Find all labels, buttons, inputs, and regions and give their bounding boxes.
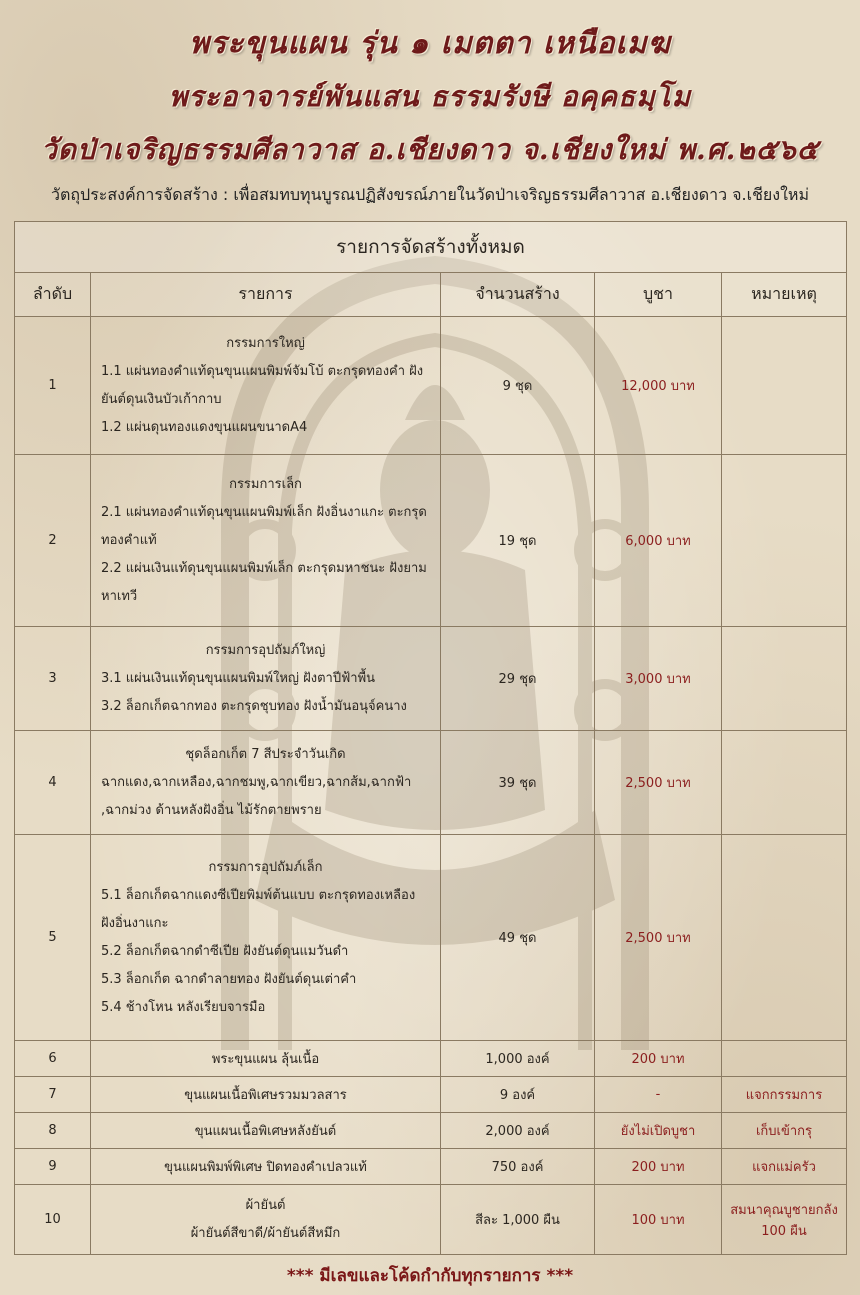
item-line: 5.1 ล็อกเก็ตฉากแดงซีเปียพิมพ์ต้นแบบ ตะกรุดทองเหลือง ฝังอิ่นงาแกะ	[101, 887, 416, 931]
row-number: 4	[15, 731, 91, 835]
row-price: 200 บาท	[595, 1041, 722, 1077]
item-line: ฉากแดง,ฉากเหลือง,ฉากชมพู,ฉากเขียว,ฉากส้ม,ฉากฟ้า ,ฉากม่วง ด้านหลังฝังอิ่น ไม้รักตายพราย	[101, 774, 412, 818]
item-line: 3.2 ล็อกเก็ตฉากทอง ตะกรุดชุบทอง ฝังน้ำมันอนุจ์คนาง	[101, 698, 407, 714]
row-note	[722, 835, 847, 1041]
table-row	[15, 835, 847, 1041]
row-note	[722, 317, 847, 455]
row-number: 6	[15, 1041, 91, 1077]
row-items: ขุนแผนพิมพ์พิเศษ ปิดทองคำเปลวแท้	[91, 1149, 441, 1185]
row-number: 1	[15, 317, 91, 455]
title-line-1: พระขุนแผน รุ่น ๑ เมตตา เหนือเมฆ	[189, 26, 671, 61]
row-price: -	[595, 1077, 722, 1113]
column-header-no: ลำดับ	[15, 273, 91, 317]
row-note: แจกแม่ครัว	[722, 1149, 847, 1185]
row-items	[91, 1185, 441, 1255]
row-items	[91, 835, 441, 1041]
row-price: 200 บาท	[595, 1149, 722, 1185]
row-price: 100 บาท	[595, 1185, 722, 1255]
row-price: 12,000 บาท	[595, 317, 722, 455]
item-line: 1.1 แผ่นทองคำแท้ดุนขุนแผนพิมพ์จัมโบ้ ตะกรุดทองคำ ฝังยันต์ดุนเงินบัวเก้ากาบ	[101, 363, 424, 407]
item-group: ชุดล็อกเก็ต 7 สีประจำวันเกิด	[185, 746, 346, 762]
row-number: 2	[15, 455, 91, 627]
purpose-text: วัตถุประสงค์การจัดสร้าง : เพื่อสมทบทุนบูรณปฏิสังขรณ์ภายในวัดป่าเจริญธรรมศีลาวาส อ.เชียงดาว จ.เชียงใหม่	[50, 185, 810, 204]
item-line: 2.1 แผ่นทองคำแท้ดุนขุนแผนพิมพ์เล็ก ฝังอิ่นงาแกะ ตะกรุดทองคำแท้	[101, 504, 427, 548]
row-items: ขุนแผนเนื้อพิเศษหลังยันต์	[91, 1113, 441, 1149]
item-line: 5.2 ล็อกเก็ตฉากดำซีเปีย ฝังยันต์ดุนแมวันดำ	[101, 943, 349, 959]
item-line: 1.2 แผ่นดุนทองแดงขุนแผนขนาดA4	[101, 419, 308, 435]
row-note: เก็บเข้ากรุ	[722, 1113, 847, 1149]
row-note	[722, 1041, 847, 1077]
item-group: กรรมการเล็ก	[229, 476, 302, 492]
row-items	[91, 731, 441, 835]
footer-note: *** มีเลขและโค้ดกำกับทุกรายการ ***	[286, 1266, 574, 1286]
row-number: 8	[15, 1113, 91, 1149]
row-items	[91, 455, 441, 627]
row-number: 9	[15, 1149, 91, 1185]
row-number: 10	[15, 1185, 91, 1255]
production-table	[14, 221, 847, 1255]
row-items	[91, 317, 441, 455]
table-row	[15, 317, 847, 455]
row-items: พระขุนแผน ลุ้นเนื้อ	[91, 1041, 441, 1077]
row-quantity: 2,000 องค์	[441, 1113, 595, 1149]
item-line: 3.1 แผ่นเงินแท้ดุนขุนแผนพิมพ์ใหญ่ ฝังตาปีฟ้าพื้น	[101, 670, 376, 686]
item-group: กรรมการใหญ่	[226, 335, 305, 351]
row-note	[722, 455, 847, 627]
row-quantity: 9 องค์	[441, 1077, 595, 1113]
item-group: ผ้ายันต์	[245, 1197, 286, 1213]
row-quantity: 39 ชุด	[441, 731, 595, 835]
column-header-qty: จำนวนสร้าง	[441, 273, 595, 317]
row-quantity: 9 ชุด	[441, 317, 595, 455]
row-number: 3	[15, 627, 91, 731]
row-note: แจกกรรมการ	[722, 1077, 847, 1113]
table-row	[15, 1077, 847, 1113]
row-number: 7	[15, 1077, 91, 1113]
row-quantity: 49 ชุด	[441, 835, 595, 1041]
row-note	[722, 731, 847, 835]
item-group: กรรมการอุปถัมภ์เล็ก	[208, 859, 323, 875]
table-row	[15, 1113, 847, 1149]
table-row	[15, 627, 847, 731]
row-price: 2,500 บาท	[595, 835, 722, 1041]
row-note: สมนาคุณบูชายกลัง 100 ผืน	[722, 1185, 847, 1255]
table-caption: รายการจัดสร้างทั้งหมด	[15, 222, 847, 273]
row-price: 2,500 บาท	[595, 731, 722, 835]
column-header-price: บูชา	[595, 273, 722, 317]
row-price: ยังไม่เปิดบูชา	[595, 1113, 722, 1149]
column-header-item: รายการ	[91, 273, 441, 317]
row-price: 6,000 บาท	[595, 455, 722, 627]
row-quantity: 750 องค์	[441, 1149, 595, 1185]
row-items: ขุนแผนเนื้อพิเศษรวมมวลสาร	[91, 1077, 441, 1113]
item-line: 2.2 แผ่นเงินแท้ดุนขุนแผนพิมพ์เล็ก ตะกรุดมหาชนะ ฝังยามหาเทวี	[101, 560, 427, 604]
row-number: 5	[15, 835, 91, 1041]
row-quantity: 19 ชุด	[441, 455, 595, 627]
row-items	[91, 627, 441, 731]
column-header-note: หมายเหตุ	[722, 273, 847, 317]
row-note	[722, 627, 847, 731]
table-row	[15, 1041, 847, 1077]
row-quantity: สีละ 1,000 ผืน	[441, 1185, 595, 1255]
item-line: 5.3 ล็อกเก็ต ฉากดำลายทอง ฝังยันต์ดุนเต่าคำ	[101, 971, 357, 987]
table-row	[15, 731, 847, 835]
row-quantity: 1,000 องค์	[441, 1041, 595, 1077]
table-row	[15, 455, 847, 627]
row-quantity: 29 ชุด	[441, 627, 595, 731]
item-line: 5.4 ช้างโหน หลังเรียบจารมือ	[101, 999, 266, 1015]
item-group: กรรมการอุปถัมภ์ใหญ่	[205, 642, 326, 658]
title-line-3: วัดป่าเจริญธรรมศีลาวาส อ.เชียงดาว จ.เชียงใหม่ พ.ศ.๒๕๖๕	[41, 133, 819, 166]
row-price: 3,000 บาท	[595, 627, 722, 731]
title-line-2: พระอาจารย์พันแสน ธรรมรังษี อคฺคธมฺโม	[168, 80, 692, 113]
table-row	[15, 1185, 847, 1255]
table-row	[15, 1149, 847, 1185]
item-line: ผ้ายันต์สีขาดี/ผ้ายันต์สีหมึก	[190, 1225, 341, 1241]
